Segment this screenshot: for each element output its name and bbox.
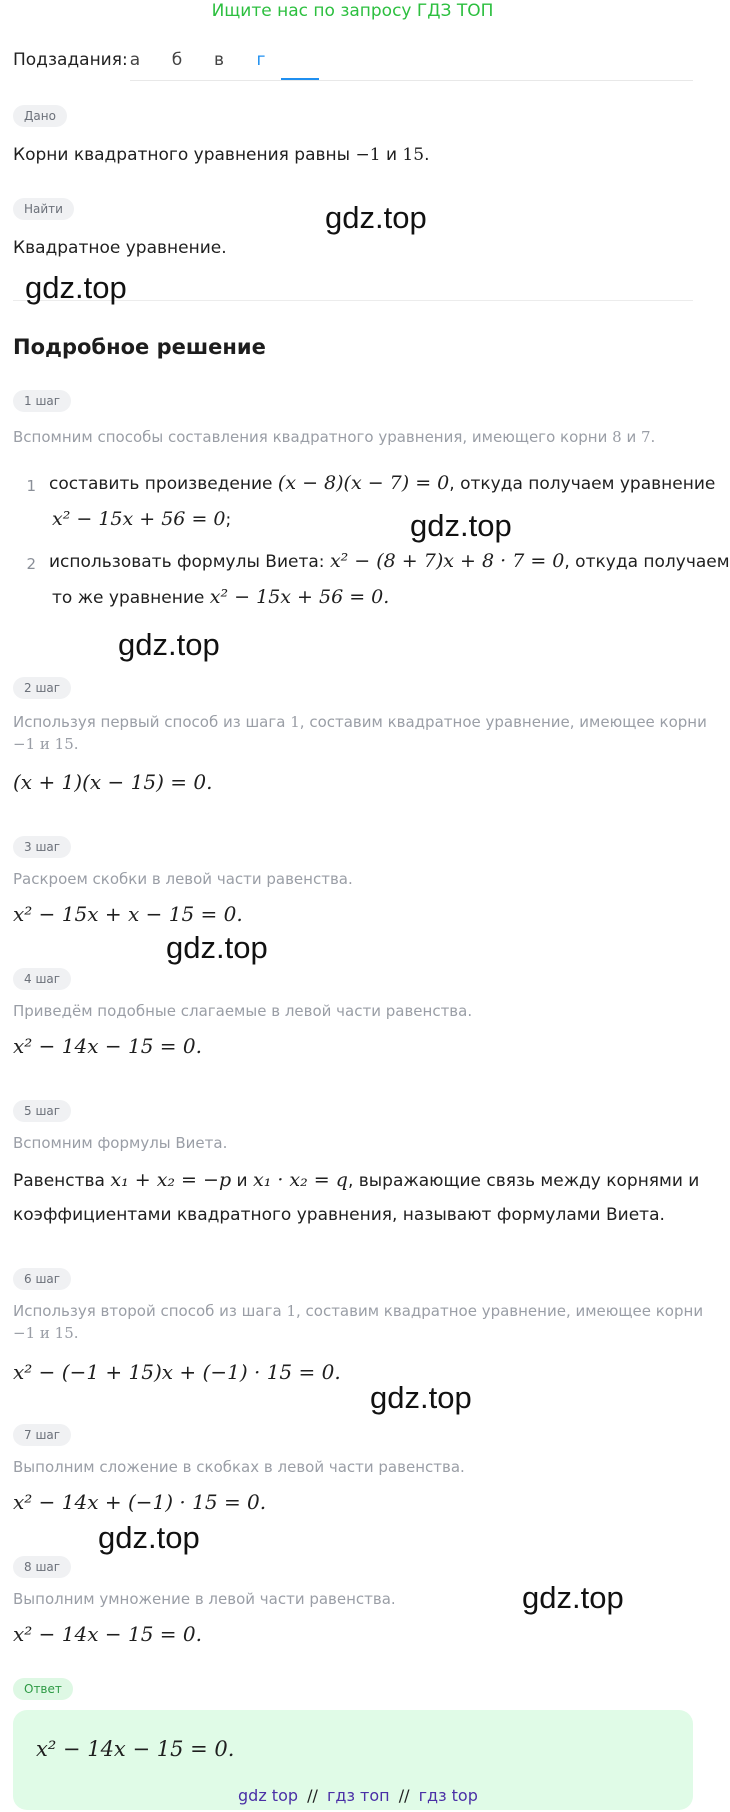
step1-item1: составить произведение (x − 8)(x − 7) = 0, откуда получаем уравнение: [49, 472, 716, 494]
footer-link-gdz-top-mixed[interactable]: гдз top: [418, 1786, 478, 1805]
tab-g[interactable]: г: [256, 50, 266, 70]
step6-text: Используя второй способ из шага 1, составим квадратное уравнение, имеющее корни: [13, 1302, 704, 1320]
step2-badge: 2 шаг: [13, 677, 71, 699]
given-text: Корни квадратного уравнения равны −1 и 15.: [13, 145, 430, 165]
find-badge: Найти: [13, 198, 74, 220]
given-badge: Дано: [13, 105, 67, 127]
step2-equation: (x + 1)(x − 15) = 0.: [13, 770, 213, 794]
step6-text-line2: −1 и 15.: [13, 1324, 79, 1342]
step8-badge: 8 шаг: [13, 1556, 71, 1578]
step2-text-line2: −1 и 15.: [13, 735, 79, 753]
watermark: gdz.top: [522, 1580, 624, 1615]
footer-link-gdz-top[interactable]: gdz top: [238, 1786, 299, 1805]
subtasks-label: Подзадания:: [13, 50, 128, 70]
step3-badge: 3 шаг: [13, 836, 71, 858]
step1-item1-equation: x² − 15x + 56 = 0;: [52, 508, 232, 530]
find-text: Квадратное уравнение.: [13, 238, 227, 258]
step8-text: Выполним умножение в левой части равенства.: [13, 1590, 396, 1608]
step4-badge: 4 шаг: [13, 968, 71, 990]
step3-equation: x² − 15x + x − 15 = 0.: [13, 902, 243, 926]
step7-equation: x² − 14x + (−1) · 15 = 0.: [13, 1490, 267, 1514]
footer-link-gdz-top-ru[interactable]: гдз топ: [326, 1786, 390, 1805]
step2-text: Используя первый способ из шага 1, составим квадратное уравнение, имеющее корни: [13, 713, 707, 731]
top-banner-link[interactable]: Ищите нас по запросу ГДЗ ТОП: [211, 1, 494, 21]
tab-v[interactable]: в: [213, 50, 225, 70]
solution-title: Подробное решение: [13, 335, 266, 359]
tabs-divider: [130, 80, 693, 81]
watermark: gdz.top: [410, 508, 512, 543]
watermark: gdz.top: [370, 1380, 472, 1415]
watermark: gdz.top: [98, 1520, 200, 1555]
step5-badge: 5 шаг: [13, 1100, 71, 1122]
active-tab-indicator: [281, 78, 319, 80]
step5-text: Вспомним формулы Виета.: [13, 1134, 228, 1152]
step1-text: Вспомним способы составления квадратного уравнения, имеющего корни 8 и 7.: [13, 428, 656, 446]
list-number: 1: [26, 477, 36, 495]
footer-separator: //: [398, 1786, 410, 1805]
step7-badge: 7 шаг: [13, 1424, 71, 1446]
tab-a[interactable]: а: [129, 50, 141, 70]
footer-separator: //: [307, 1786, 318, 1805]
step4-text: Приведём подобные слагаемые в левой части равенства.: [13, 1002, 473, 1020]
watermark: gdz.top: [325, 200, 427, 235]
step6-equation: x² − (−1 + 15)x + (−1) · 15 = 0.: [13, 1360, 341, 1384]
answer-badge: Ответ: [13, 1678, 73, 1700]
step5-vieta-line1: Равенства x₁ + x₂ = −p и x₁ · x₂ = q, выражающие связь между корнями и: [13, 1169, 700, 1191]
step4-equation: x² − 14x − 15 = 0.: [13, 1034, 202, 1058]
step6-badge: 6 шаг: [13, 1268, 71, 1290]
step8-equation: x² − 14x − 15 = 0.: [13, 1622, 202, 1646]
watermark: gdz.top: [25, 270, 127, 305]
tab-b[interactable]: б: [171, 50, 183, 70]
step7-text: Выполним сложение в скобках в левой части равенства.: [13, 1458, 465, 1476]
watermark: gdz.top: [118, 627, 220, 662]
watermark: gdz.top: [166, 930, 268, 965]
step1-badge: 1 шаг: [13, 390, 71, 412]
answer-equation: x² − 14x − 15 = 0.: [36, 1737, 235, 1761]
step3-text: Раскроем скобки в левой части равенства.: [13, 870, 353, 888]
footer-links: [236, 1786, 480, 1805]
step1-item2-equation: то же уравнение x² − 15x + 56 = 0.: [52, 586, 390, 608]
list-number: 2: [26, 555, 36, 573]
step5-vieta-line2: коэффициентами квадратного уравнения, называют формулами Виета.: [13, 1205, 665, 1225]
step1-item2: использовать формулы Виета: x² − (8 + 7)x + 8 · 7 = 0, откуда получаем: [49, 550, 730, 572]
